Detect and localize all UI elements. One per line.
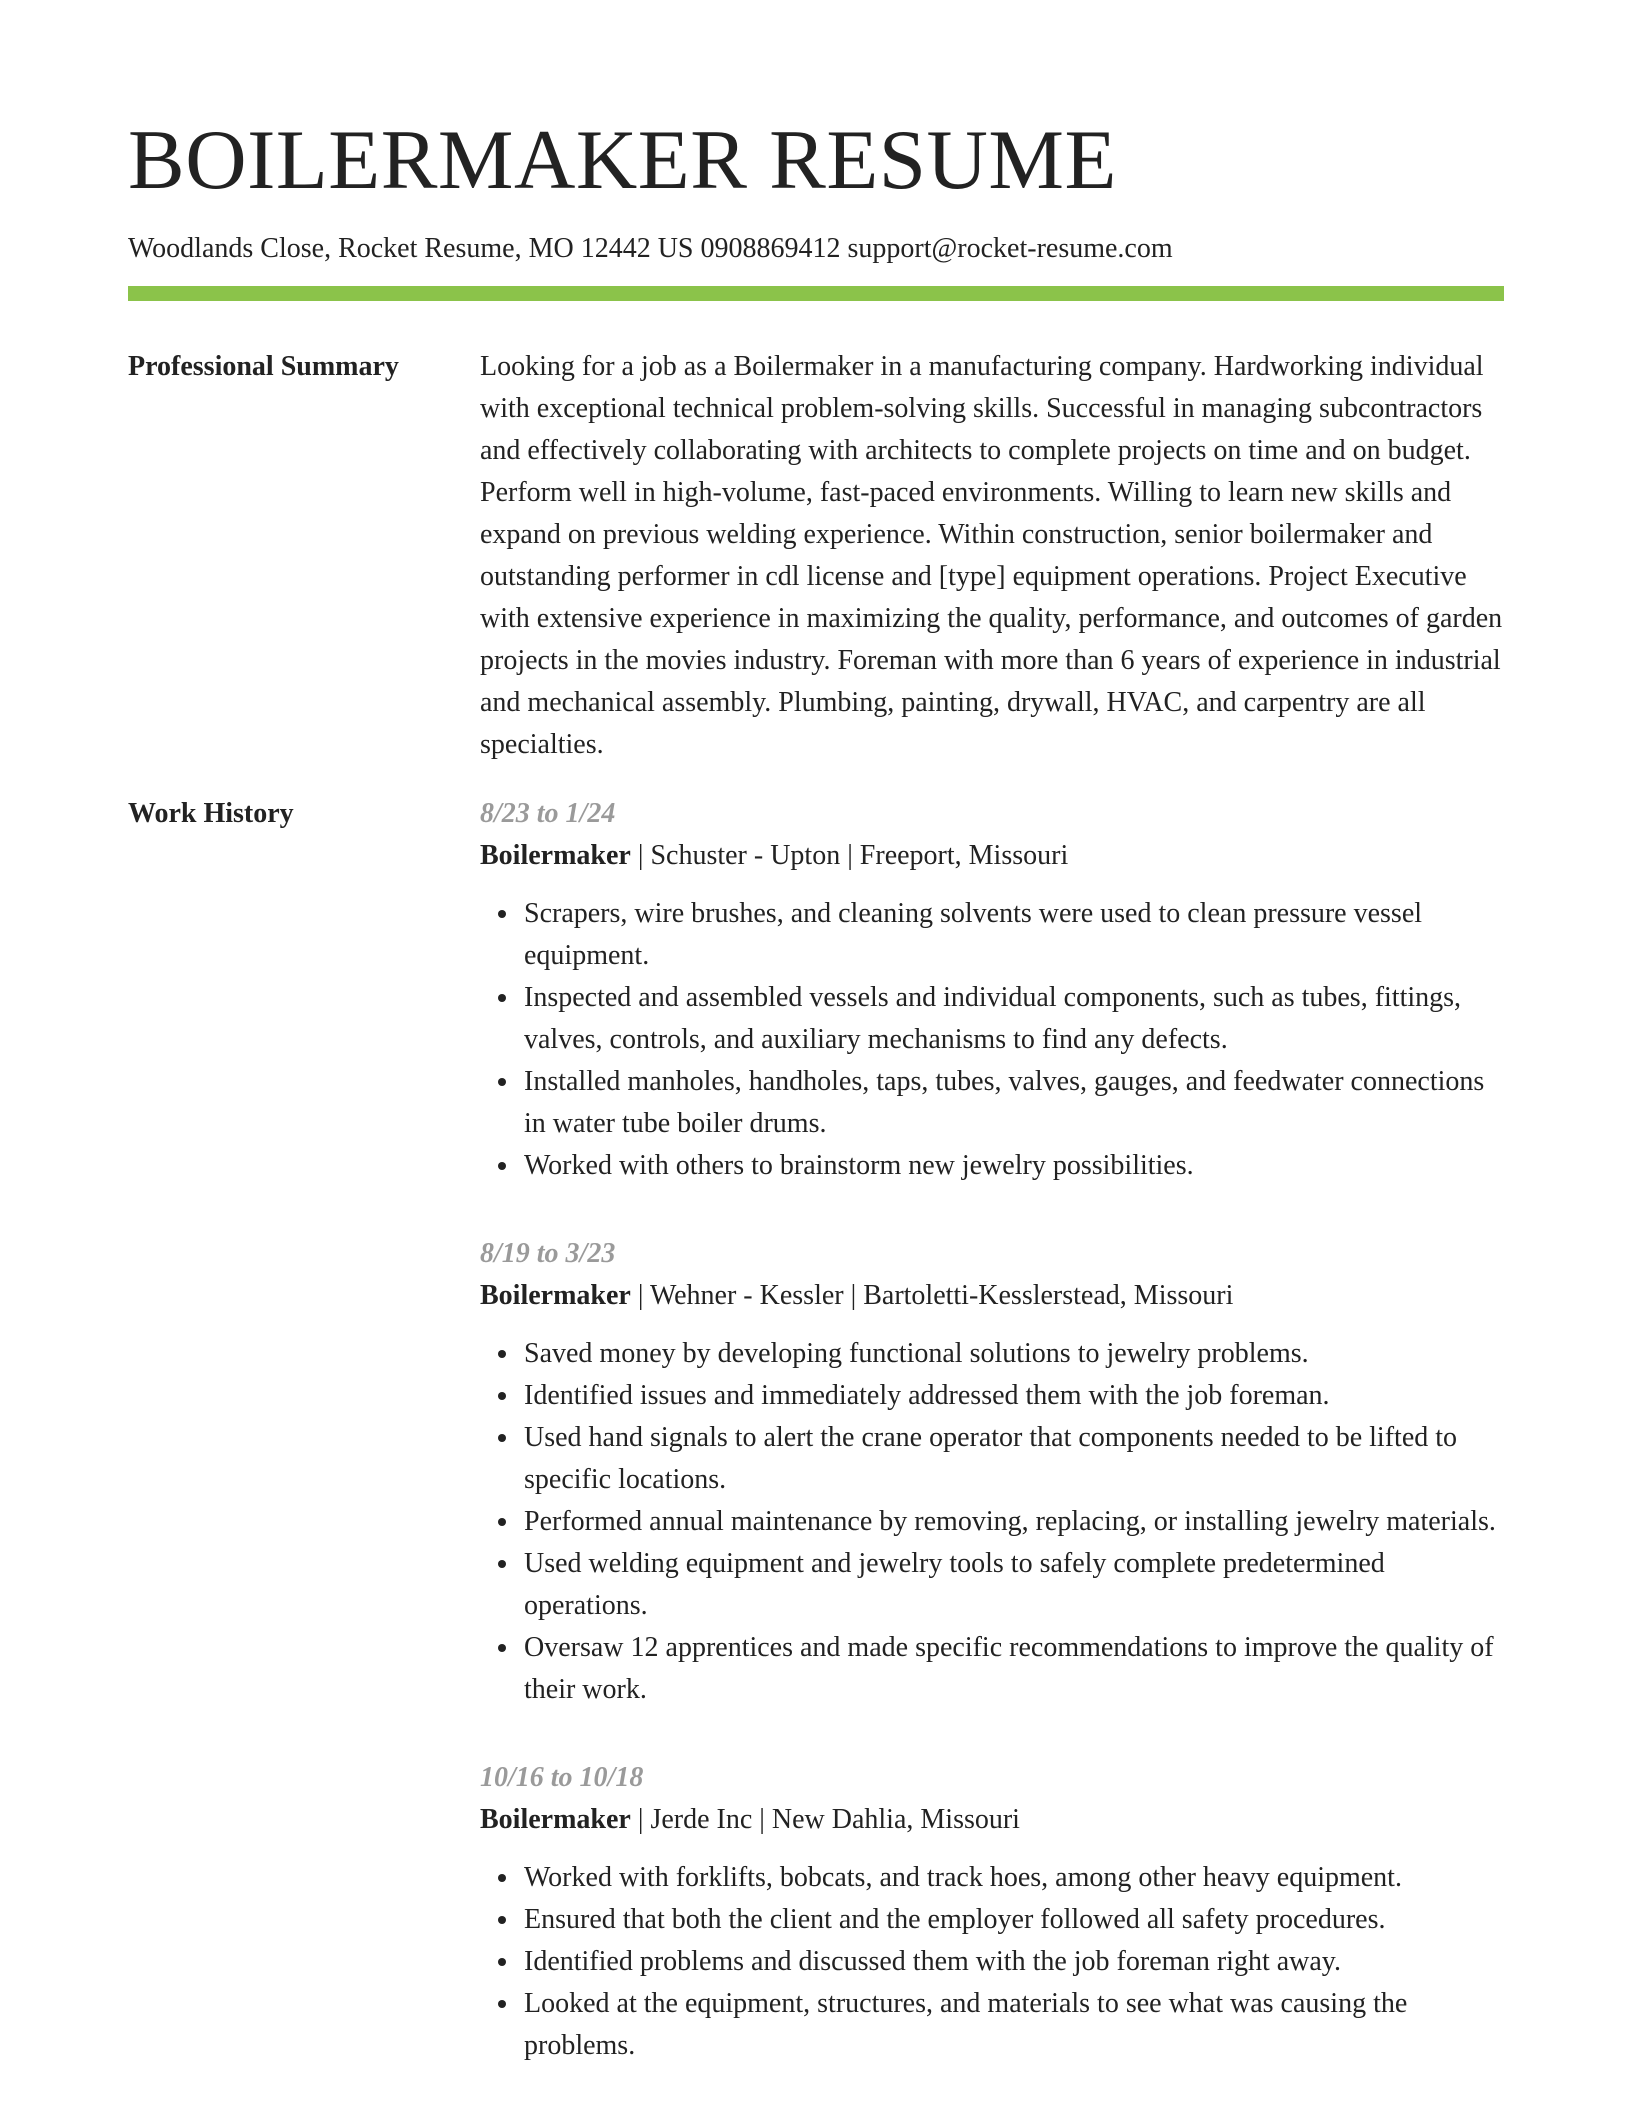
job-bullet: Inspected and assembled vessels and individual components, such as tubes, fittings, valves, controls, and auxiliary mechanisms to find any defects. <box>524 977 1504 1061</box>
job-entry <box>480 1233 1504 1711</box>
header-divider <box>128 286 1504 301</box>
job-employer-location: | Schuster - Upton | Freeport, Missouri <box>630 840 1069 871</box>
job-list <box>480 793 1504 2113</box>
job-dates: 8/23 to 1/24 <box>480 798 616 829</box>
job-title-line <box>480 835 1504 877</box>
job-bullet: Installed manholes, handholes, taps, tubes, valves, gauges, and feedwater connections in water tube boiler drums. <box>524 1061 1504 1145</box>
summary-heading: Professional Summary <box>128 351 399 382</box>
job-bullet: Identified issues and immediately addressed them with the job foreman. <box>524 1375 1504 1417</box>
job-bullet: Saved money by developing functional solutions to jewelry problems. <box>524 1333 1504 1375</box>
job-entry <box>480 793 1504 1187</box>
contact-line <box>128 232 1173 266</box>
job-bullets <box>480 1333 1504 1711</box>
resume-title: BOILERMAKER RESUME <box>128 113 1117 207</box>
job-bullet: Oversaw 12 apprentices and made specific recommendations to improve the quality of their work. <box>524 1627 1504 1711</box>
job-title: Boilermaker <box>480 840 631 871</box>
job-employer-location: | Wehner - Kessler | Bartoletti-Kesslerstead, Missouri <box>630 1280 1234 1311</box>
job-title-line <box>480 1275 1504 1317</box>
job-title: Boilermaker <box>480 1280 631 1311</box>
job-bullet: Used hand signals to alert the crane operator that components needed to be lifted to specific locations. <box>524 1417 1504 1501</box>
job-bullet: Performed annual maintenance by removing, replacing, or installing jewelry materials. <box>524 1501 1504 1543</box>
job-bullet: Scrapers, wire brushes, and cleaning solvents were used to clean pressure vessel equipment. <box>524 893 1504 977</box>
summary-text: Looking for a job as a Boilermaker in a manufacturing company. Hardworking individual with exceptional technical problem-solving skills. Successful in managing subcontractors and effectively collaborating with architects to complete projects on time and on budget. Perform well in high-volume, fast-paced environments. Willing to learn new skills and expand on previous welding experience. Within construction, senior boilermaker and outstanding performer in cdl license and [type] equipment operations. Project Executive with extensive experience in maximizing the quality, performance, and outcomes of garden projects in the movies industry. Foreman with more than 6 years of experience in industrial and mechanical assembly. Plumbing, painting, drywall, HVAC, and carpentry are all specialties. <box>480 351 1503 760</box>
work-history-heading: Work History <box>128 798 294 829</box>
job-bullet: Used welding equipment and jewelry tools to safely complete predetermined operations. <box>524 1543 1504 1627</box>
job-dates: 10/16 to 10/18 <box>480 1762 644 1793</box>
contact-address: Woodlands Close, Rocket Resume, MO 12442 US <box>128 233 694 264</box>
job-bullet: Ensured that both the client and the employer followed all safety procedures. <box>524 1899 1504 1941</box>
job-bullets <box>480 893 1504 1187</box>
job-bullet: Worked with others to brainstorm new jewelry possibilities. <box>524 1145 1504 1187</box>
job-bullets <box>480 1857 1504 2067</box>
contact-phone: 0908869412 <box>700 233 841 264</box>
job-entry <box>480 1757 1504 2067</box>
job-employer-location: | Jerde Inc | New Dahlia, Missouri <box>630 1804 1020 1835</box>
job-title-line <box>480 1799 1504 1841</box>
job-bullet: Worked with forklifts, bobcats, and track hoes, among other heavy equipment. <box>524 1857 1504 1899</box>
job-title: Boilermaker <box>480 1804 631 1835</box>
job-dates: 8/19 to 3/23 <box>480 1238 616 1269</box>
job-bullet: Looked at the equipment, structures, and materials to see what was causing the problems. <box>524 1983 1504 2067</box>
contact-email: support@rocket-resume.com <box>847 233 1173 264</box>
job-bullet: Identified problems and discussed them with the job foreman right away. <box>524 1941 1504 1983</box>
